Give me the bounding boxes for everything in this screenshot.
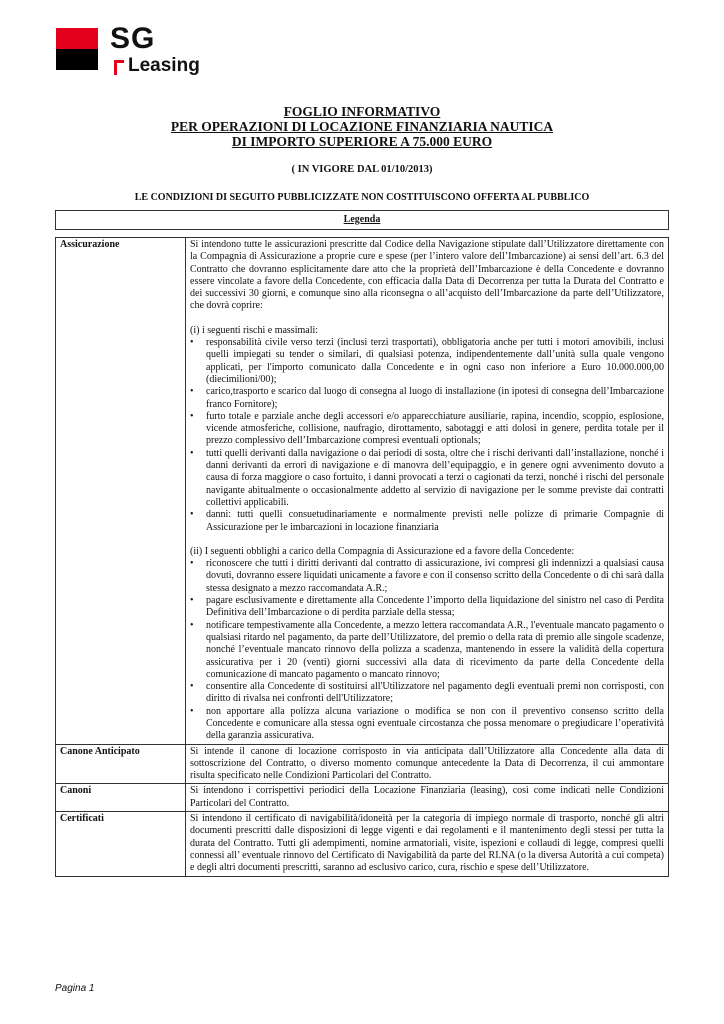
- table-row: [56, 238, 669, 745]
- title-line-3: DI IMPORTO SUPERIORE A 75.000 EURO: [231, 134, 493, 149]
- document-title: [0, 104, 724, 149]
- list-item: • consentire alla Concedente di sostituirsi all'Utilizzatore nel pagamento degli eventuali premi non corrisposti, con diritto di rivalsa nei confronti dell'Utilizzatore;: [190, 681, 664, 706]
- logo-black-square: [56, 49, 98, 70]
- definition-cell: Si intende il canone di locazione corrisposto in via anticipata dall’Utilizzatore alla Concedente alla data di sottoscrizione del Contratto, o diverso momento comunque antecedente la Data di Decorrenza, il cui ammontare risulta specificato nelle Condizioni Particolari del Contratto.: [186, 744, 669, 784]
- company-logo: [56, 28, 98, 70]
- list-item: • pagare esclusivamente e direttamente alla Concedente l’importo della liquidazione del sinistro nel caso di Perdita Definitiva dell’Imbarcazione o di perdita parziale della stessa;: [190, 595, 664, 620]
- term-cell: Canone Anticipato: [56, 744, 186, 784]
- title-line-2: PER OPERAZIONI DI LOCAZIONE FINANZIARIA NAUTICA: [170, 119, 554, 134]
- table-row: [56, 784, 669, 812]
- logo-sg-text: SG: [110, 22, 156, 55]
- list-item: • riconoscere che tutti i diritti derivanti dal contratto di assicurazione, ivi compresi gli indennizzi a qualsiasi causa dovuti, dovranno essere liquidati unicamente a favore e con il consenso scritto della Concedente o di chi sarà dalla stessa designato a mezzo raccomandata A.R.;: [190, 558, 664, 595]
- table-row: [56, 812, 669, 876]
- legenda-header: [55, 210, 669, 230]
- title-line-1: FOGLIO INFORMATIVO: [283, 104, 441, 119]
- logo-red-square: [56, 28, 98, 49]
- conditions-notice: LE CONDIZIONI DI SEGUITO PUBBLICIZZATE NON COSTITUISCONO OFFERTA AL PUBBLICO: [134, 192, 590, 203]
- definition-intro: Si intendono tutte le assicurazioni prescritte dal Codice della Navigazione stipulate dall’Utilizzatore direttamente con la Compagnia di Assicurazione a proprie cure e spese (per l’intero valore dell’Imbarcazione) ai sensi dell’art. 6.3 del Contratto che dovranno esplicitamente dare atto che la proprietà dell’Imbarcazione è della Concedente e dovranno essere vincolate a favore della Concedente, con efficacia dalla Data di Decorrenza per tutta la Durata del Contratto e dei successivi 30 giorni, e comunque sino alla riconsegna o all’acquisto dell’Imbarcazione da parte dell’Utilizzatore, che dovrà coprire:: [190, 239, 664, 312]
- logo-leasing-text: Leasing: [128, 55, 200, 76]
- term-cell: Canoni: [56, 784, 186, 812]
- list-item: • notificare tempestivamente alla Concedente, a mezzo lettera raccomandata A.R., l'eventuale mancato pagamento o qualsiasi ritardo nel pagamento, da parte dell’Utilizzatore, del premio o della rata di premio alle singole scadenze, nonché l’eventuale mancato rinnovo della polizza a scadenza, mantenendo in essere la validità della copertura assicurativa per i 20 (venti) giorni successivi alla data di ricevimento da parte della Concedente della comunicazione di mancato pagamento o mancato rinnovo;: [190, 620, 664, 681]
- list-item: • non apportare alla polizza alcuna variazione o modifica se non con il preventivo consenso scritto della Concedente e comunicare alla stessa ogni eventuale circostanza che possa menomare o pregiudicare l’operatività della garanzia assicurativa.: [190, 706, 664, 743]
- list-item: • responsabilità civile verso terzi (inclusi terzi trasportati), obbligatoria anche per tutti i motori amovibili, inclusi quelli impiegati su tender o similari, di qualsiasi potenza, indipendentemente dall’unità sulla quale vengono applicati, per l'importo comunicato dalla Concedente e in ogni caso non inferiore a Euro 10.000.000,00 (diecimilioni/00);: [190, 337, 664, 386]
- bullet-list: [190, 558, 664, 742]
- in-vigore-date: ( IN VIGORE DAL 01/10/2013): [291, 164, 433, 175]
- definition-cell: Si intendono i corrispettivi periodici della Locazione Finanziaria (leasing), così come indicati nelle Condizioni Particolari del Contratto.: [186, 784, 669, 812]
- definition-cell: Si intendono il certificato di navigabilità/idoneità per la categoria di impiego normale di trasporto, nonché gli altri documenti prescritti dalle disposizioni di legge vigenti e dai regolamenti e il mantenimento degli stessi per tutta la durata del Contratto. Tutti gli adempimenti, nomine armatoriali, visite, ispezioni e collaudi di legge, compresi quelli connessi all’ eventuale rinnovo del Certificato di Navigabilità da parte del RI.NA (o la diversa Autorità a cui competa) e degli altri documenti prescritti, saranno ad esclusivo carico, cura, rischio e spese dell’Utilizzatore.: [186, 812, 669, 876]
- list-item: • tutti quelli derivanti dalla navigazione o dai periodi di sosta, oltre che i rischi derivanti dall’installazione, nonché i danni derivanti da errori di navigazione e di manovra dell’equipaggio, e in genere ogni avvenimento dovuto a causa di forza maggiore o caso fortuito, i danni provocati a terzi o cagionati da terzi, nonché i rischi del personale navigante abitualmente o occasionalmente addetto al servizio di navigazione per le somme previste dai contratti collettivi applicabili.: [190, 448, 664, 509]
- list-item: • danni: tutti quelli consuetudinariamente e normalmente previsti nelle polizze di primarie Compagnie di Assicurazione per le imbarcazioni in locazione finanziaria: [190, 509, 664, 534]
- section-title: (ii) I seguenti obblighi a carico della Compagnia di Assicurazione ed a favore della Concedente:: [190, 545, 575, 557]
- bullet-list: [190, 337, 664, 534]
- list-item: • carico,trasporto e scarico dal luogo di consegna al luogo di installazione (in ipotesi di consegna dell’Imbarcazione franco Fornitore);: [190, 386, 664, 411]
- legenda-label: Legenda: [343, 214, 381, 225]
- page-number: Pagina 1: [55, 983, 95, 994]
- term-cell: Certificati: [56, 812, 186, 876]
- table-row: [56, 744, 669, 784]
- definition-cell: [186, 238, 669, 745]
- term-cell: Assicurazione: [56, 238, 186, 745]
- section-title: (i) i seguenti rischi e massimali:: [190, 324, 319, 336]
- list-item: • furto totale e parziale anche degli accessori e/o apparecchiature ausiliarie, rapina, incendio, scoppio, esplosione, vicende atmosferiche, collisione, naufragio, dirottamento, sabotaggi e atti dolosi in genere, perdita totale per il prezzo complessivo dell’Imbarcazione compresi eventuali optionals;: [190, 411, 664, 448]
- definitions-table: [55, 237, 669, 877]
